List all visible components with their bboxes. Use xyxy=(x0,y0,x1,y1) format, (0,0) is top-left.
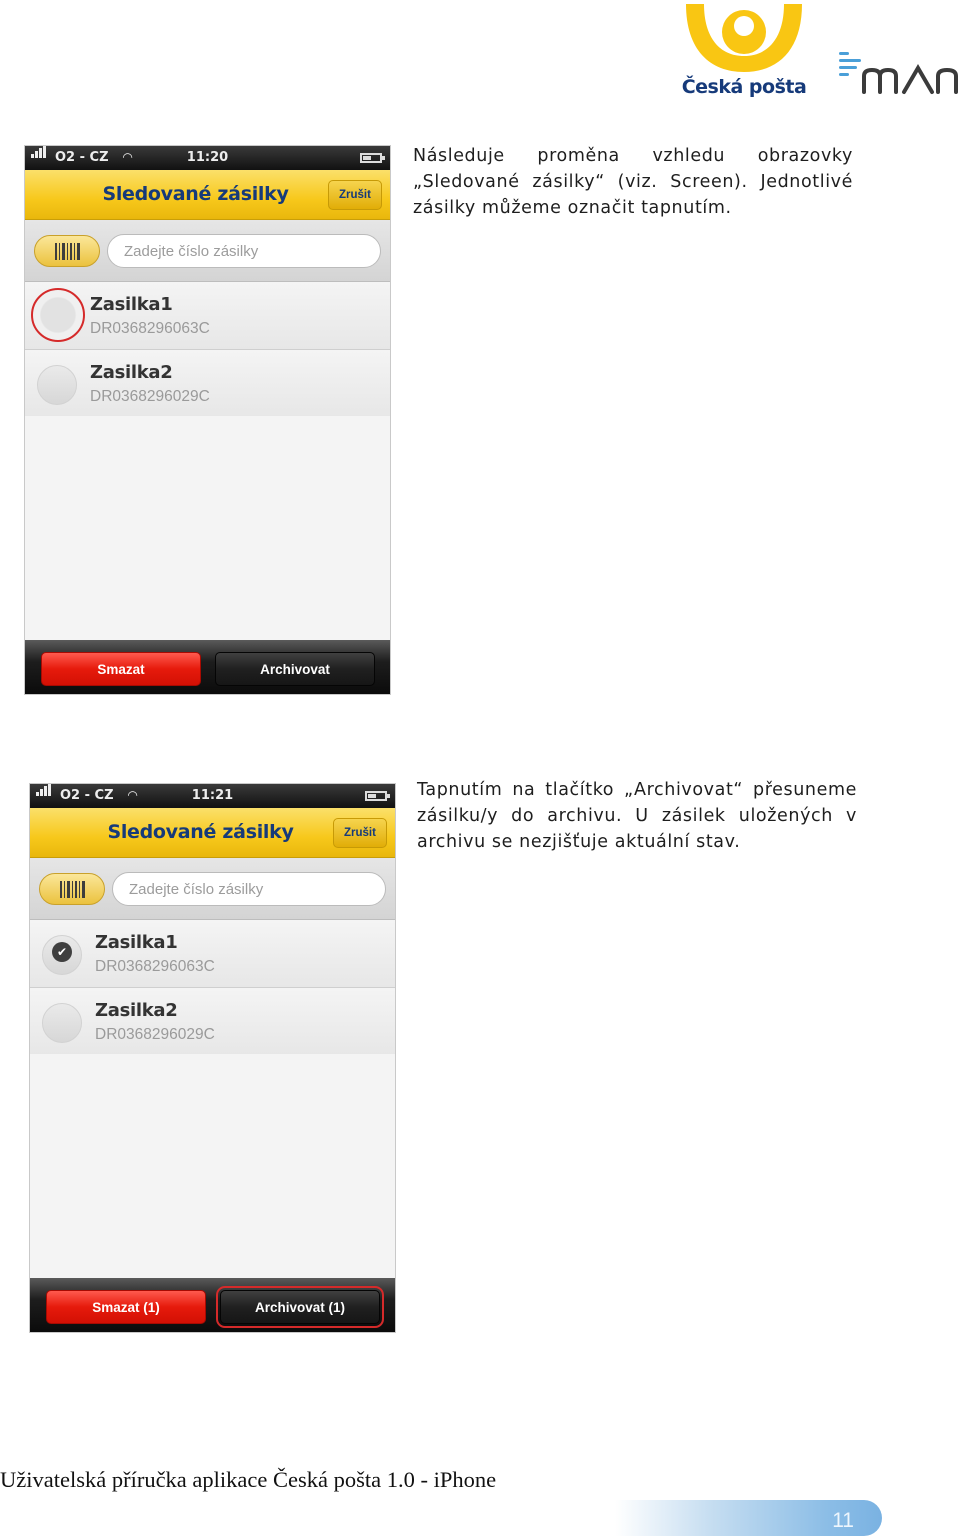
status-time: 11:20 xyxy=(186,150,229,165)
archive-button[interactable]: Archivovat xyxy=(215,652,375,686)
search-bar xyxy=(25,220,390,282)
list-item[interactable] xyxy=(30,988,395,1056)
nav-bar xyxy=(30,808,395,858)
parcel-name: Zasilka1 xyxy=(90,294,173,315)
battery-icon xyxy=(365,791,387,801)
description-2 xyxy=(417,777,857,855)
bottom-toolbar xyxy=(30,1278,395,1332)
barcode-scan-button[interactable] xyxy=(39,873,105,905)
posthorn-icon xyxy=(680,2,808,76)
carrier-label: O2 - CZ xyxy=(55,150,109,165)
footer-title: Uživatelská příručka aplikace Česká pošta 1.0 - iPhone xyxy=(0,1467,497,1492)
screen-title: Sledované zásilky xyxy=(102,183,289,205)
list-item[interactable] xyxy=(30,920,395,988)
barcode-icon xyxy=(60,881,86,898)
select-radio[interactable] xyxy=(31,288,85,342)
status-bar xyxy=(30,784,395,808)
cancel-button[interactable]: Zrušit xyxy=(328,180,382,210)
ceska-posta-logo xyxy=(680,2,808,98)
parcel-code: DR0368296063C xyxy=(90,320,210,337)
parcel-code: DR0368296029C xyxy=(90,388,210,405)
parcel-number-input[interactable] xyxy=(107,234,381,268)
description-1 xyxy=(413,143,853,221)
list-empty-area xyxy=(25,416,390,640)
bottom-toolbar xyxy=(25,640,390,694)
man-logo-mark xyxy=(836,50,960,96)
status-time: 11:21 xyxy=(191,788,234,803)
checked-radio-icon[interactable] xyxy=(42,935,82,975)
description-text: Tapnutím na tlačítko „Archivovat“ přesuneme zásilku/y do archivu. U zásilek uložených v archivu se nezjišťuje aktuální stav. xyxy=(417,780,857,852)
carrier-label: O2 - CZ xyxy=(60,788,114,803)
delete-button[interactable]: Smazat (1) xyxy=(46,1290,206,1324)
parcel-name: Zasilka1 xyxy=(95,932,178,953)
barcode-icon xyxy=(55,243,81,260)
select-radio[interactable] xyxy=(37,365,77,405)
battery-icon xyxy=(360,153,382,163)
barcode-scan-button[interactable] xyxy=(34,235,100,267)
man-logo xyxy=(836,50,960,96)
list-empty-area xyxy=(30,1054,395,1278)
list-item[interactable] xyxy=(25,282,390,350)
wifi-icon: ◠ xyxy=(123,150,133,164)
cancel-button[interactable]: Zrušit xyxy=(333,818,387,848)
nav-bar xyxy=(25,170,390,220)
page-number-bar xyxy=(615,1500,882,1536)
status-bar xyxy=(25,146,390,170)
ceska-posta-logo-text: Česká pošta xyxy=(681,76,807,98)
parcel-name: Zasilka2 xyxy=(95,1000,178,1021)
description-text: Následuje proměna vzhledu obrazovky „Sledované zásilky“ (viz. Screen). Jednotlivé zásilky můžeme označit tapnutím. xyxy=(413,146,853,218)
parcel-code: DR0368296063C xyxy=(95,958,215,975)
screenshot-tracked-parcels-selected xyxy=(29,783,396,1333)
parcel-code: DR0368296029C xyxy=(95,1026,215,1043)
search-bar xyxy=(30,858,395,920)
archive-button[interactable]: Archivovat (1) xyxy=(220,1290,380,1324)
screenshot-tracked-parcels xyxy=(24,145,391,695)
parcel-name: Zasilka2 xyxy=(90,362,173,383)
delete-button[interactable]: Smazat xyxy=(41,652,201,686)
parcel-number-input[interactable] xyxy=(112,872,386,906)
select-radio[interactable] xyxy=(42,1003,82,1043)
screen-title: Sledované zásilky xyxy=(107,821,294,843)
list-item[interactable] xyxy=(25,350,390,418)
page-number: 11 xyxy=(832,1509,854,1532)
wifi-icon: ◠ xyxy=(128,788,138,802)
